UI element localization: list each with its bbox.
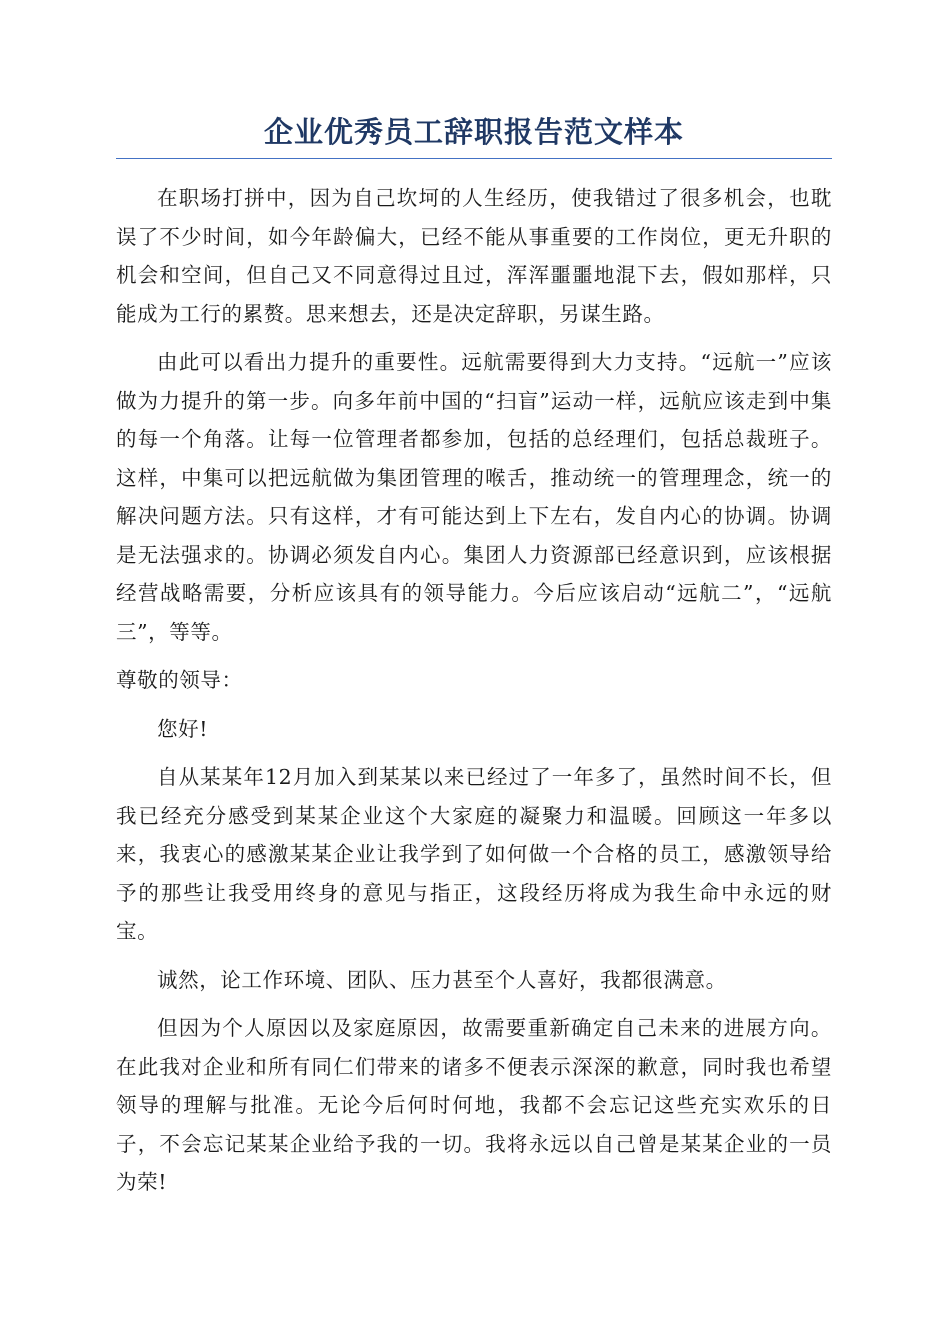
page-title: 企业优秀员工辞职报告范文样本	[116, 108, 832, 159]
paragraph-salutation: 尊敬的领导：	[116, 668, 243, 692]
paragraph-resignation-reason: 但因为个人原因以及家庭原因，故需要重新确定自己未来的进展方向。在此我对企业和所有同仁们带来的诸多不便表示深深的歉意，同时我也希望领导的理解与批准。无论今后何时何地，我都不会忘记这些充实欢乐的日子，不会忘记某某企业给予我的一切。我将永远以自己曾是某某企业的一员为荣!	[116, 1016, 832, 1194]
paragraph-greeting: 您好!	[157, 716, 209, 741]
paragraph-gratitude: 自从某某年12月加入到某某以来已经过了一年多了，虽然时间不长，但我已经充分感受到某某企业这个大家庭的凝聚力和温暖。回顾这一年多以来，我衷心的感激某某企业让我学到了如何做一个合格的员工，感激领导给予的那些让我受用终身的意见与指正，这段经历将成为我生命中永远的财宝。	[116, 765, 832, 943]
paragraph-satisfaction: 诚然，论工作环境、团队、压力甚至个人喜好，我都很满意。	[157, 967, 727, 992]
document-body	[116, 179, 832, 1202]
paragraph-career-background: 在职场打拼中，因为自己坎坷的人生经历，使我错过了很多机会，也耽误了不少时间，如今年龄偏大，已经不能从事重要的工作岗位，更无升职的机会和空间，但自己又不同意得过且过，浑浑噩噩地混下去，假如那样，只能成为工行的累赘。思来想去，还是决定辞职，另谋生路。	[116, 186, 832, 326]
paragraph-voyage-program: 由此可以看出力提升的重要性。远航需要得到大力支持。“远航一”应该做为力提升的第一步。向多年前中国的“扫盲”运动一样，远航应该走到中集的每一个角落。让每一位管理者都参加，包括的总经理们，包括总裁班子。这样，中集可以把远航做为集团管理的喉舌，推动统一的管理理念，统一的解决问题方法。只有这样，才有可能达到上下左右，发自内心的协调。协调是无法强求的。协调必须发自内心。集团人力资源部已经意识到，应该根据经营战略需要，分析应该具有的领导能力。今后应该启动“远航二”，“远航三”，等等。	[116, 350, 832, 644]
